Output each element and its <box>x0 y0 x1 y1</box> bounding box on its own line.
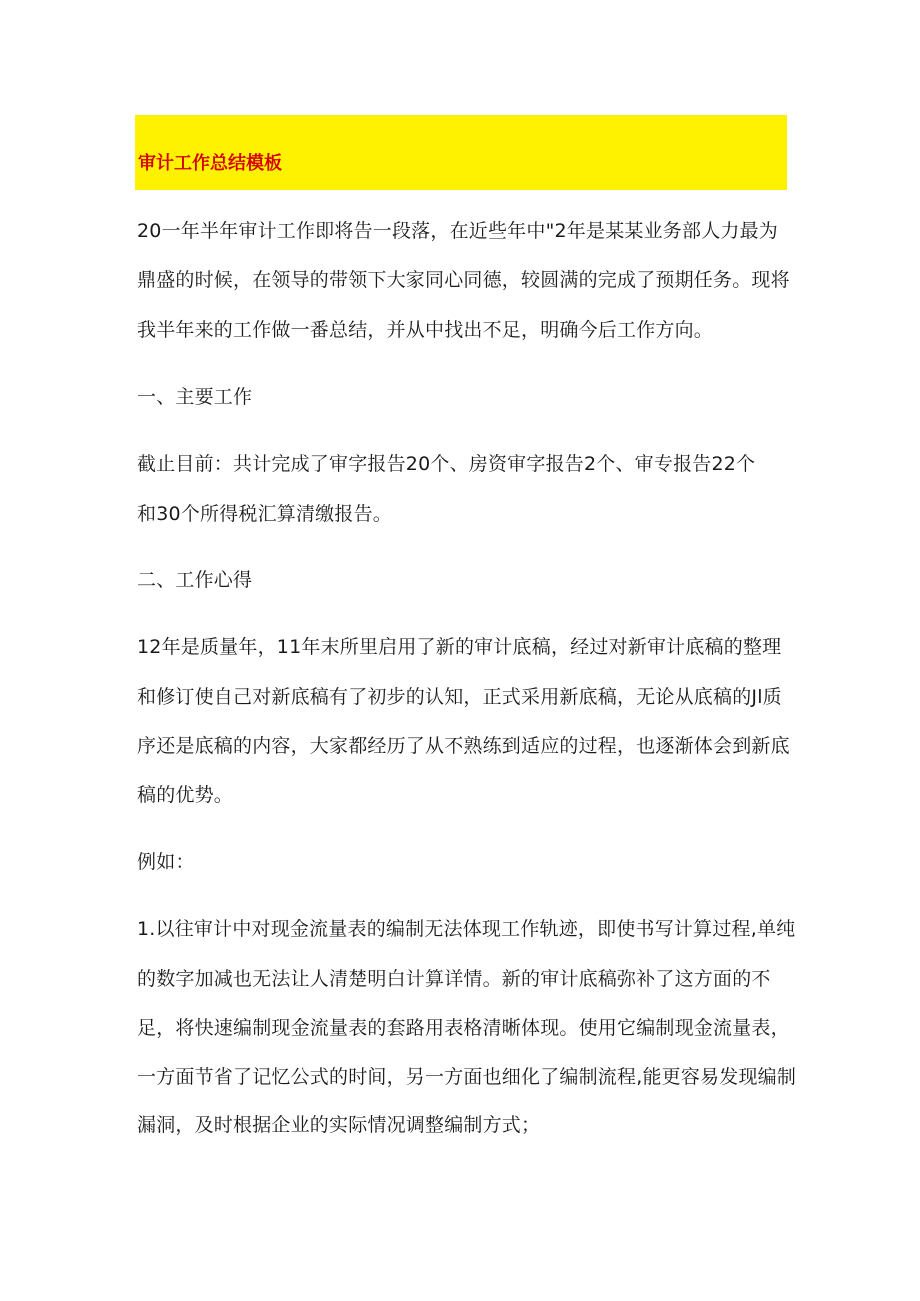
body-line: 和30个所得税汇算清缴报告。 <box>137 503 392 525</box>
body-line: 的数字加减也无法让人清楚明白计算详情。新的审计底稿弥补了这方面的不 <box>137 968 771 990</box>
body-line: 鼎盛的时候，在领导的带领下大家同心同德，较圆满的完成了预期任务。现将 <box>137 269 790 291</box>
body-line: 和修订使自己对新底稿有了初步的认知，正式采用新底稿，无论从底稿的Jl质 <box>137 686 782 708</box>
body-line: 1.以往审计中对现金流量表的编制无法体现工作轨迹，即使书写计算过程,单纯 <box>137 918 796 940</box>
body-line: 12年是质量年，11年末所里启用了新的审计底稿，经过对新审计底稿的整理 <box>137 636 782 658</box>
example-label: 例如： <box>137 851 195 873</box>
body-line: 截止目前：共计完成了审字报告20个、房资审字报告2个、审专报告22个 <box>137 453 756 475</box>
body-line: 我半年来的工作做一番总结，并从中找出不足，明确今后工作方向。 <box>137 319 714 341</box>
body-line: 足，将快速编制现金流量表的套路用表格清晰体现。使用它编制现金流量表， <box>137 1017 790 1039</box>
body-line: 一方面节省了记忆公式的时间，另一方面也细化了编制流程,能更容易发现编制 <box>137 1066 797 1088</box>
section-heading-main-work: 一、主要工作 <box>137 386 253 408</box>
section-heading-insights: 二、工作心得 <box>137 569 253 591</box>
body-line: 漏洞，及时根据企业的实际情况调整编制方式； <box>137 1114 541 1136</box>
body-line: 20一年半年审计工作即将告一段落，在近些年中"2年是某某业务部人力最为 <box>137 220 779 242</box>
body-line: 序还是底稿的内容，大家都经历了从不熟练到适应的过程，也逐渐体会到新底 <box>137 735 790 757</box>
body-line: 稿的优势。 <box>137 784 234 806</box>
document-title: 审计工作总结模板 <box>138 153 282 174</box>
title-banner <box>135 115 787 190</box>
